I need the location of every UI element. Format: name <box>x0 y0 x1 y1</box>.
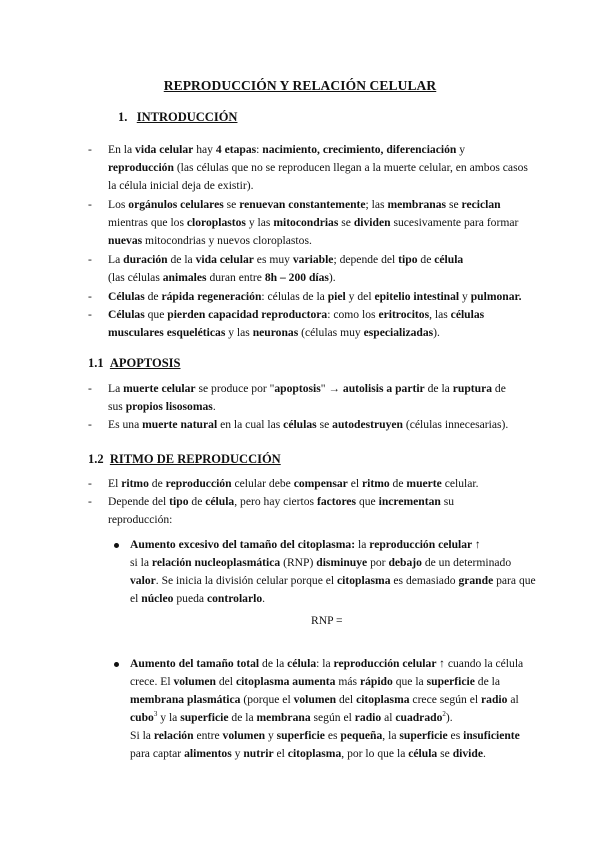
paragraph-line: reproducción (las células que no se reproducen llegan a la muerte celular, en ambos casos <box>108 161 528 174</box>
section-title: APOPTOSIS <box>109 356 181 370</box>
paragraph-line: membrana plasmática (porque el volumen del citoplasma crece según el radio al <box>130 693 519 706</box>
paragraph-line: (las células animales duran entre 8h – 200 días). <box>108 271 336 284</box>
list-dash: - <box>88 253 92 266</box>
paragraph-line: Es una muerte natural en la cual las células se autodestruyen (células innecesarias). <box>108 418 509 431</box>
paragraph-line: Células que pierden capacidad reproductora: como los eritrocitos, las células <box>108 308 485 321</box>
paragraph-line: La muerte celular se produce por "apoptosis" → autolisis a partir de la ruptura de <box>108 382 506 395</box>
paragraph-line: si la relación nucleoplasmática (RNP) disminuye por debajo de un determinado <box>130 556 512 569</box>
paragraph-line: la célula inicial deja de existir). <box>108 179 254 192</box>
document-title: REPRODUCCIÓN Y RELACIÓN CELULAR <box>163 78 437 93</box>
paragraph-line: cubo$^3$ y la superficie de la membrana según el radio al cuadrado$^2$). <box>130 710 453 724</box>
paragraph-line: La duración de la vida celular es muy variable; depende del tipo de célula <box>108 253 464 266</box>
paragraph-line: Aumento excesivo del tamaño del citoplasma: la reproducción celular ↑ <box>130 538 481 551</box>
list-dash: - <box>88 495 92 508</box>
section-heading-introduccion <box>118 110 237 125</box>
list-dash: - <box>88 382 92 395</box>
section-heading-apoptosis <box>88 356 181 371</box>
paragraph-line: valor. Se inicia la división celular porque el citoplasma es demasiado grande para que <box>130 574 536 587</box>
paragraph-line: Células de rápida regeneración: células de la piel y del epitelio intestinal y pulmonar. <box>108 290 522 303</box>
paragraph-line: el núcleo pueda controlarlo. <box>130 592 266 605</box>
paragraph-line: mientras que los cloroplastos y las mitocondrias se dividen sucesivamente para formar <box>108 216 519 229</box>
section-number: 1.2 <box>88 452 104 466</box>
list-dash: - <box>88 308 92 321</box>
list-dash: - <box>88 143 92 156</box>
section-number: 1. <box>118 110 128 124</box>
list-dash: - <box>88 290 92 303</box>
paragraph-line: musculares esqueléticas y las neuronas (células muy especializadas). <box>108 326 440 339</box>
paragraph-line: Los orgánulos celulares se renuevan constantemente; las membranas se reciclan <box>108 198 501 211</box>
paragraph-line: sus propios lisosomas. <box>108 400 216 413</box>
list-dash: - <box>88 198 92 211</box>
paragraph-line: Depende del tipo de célula, pero hay ciertos factores que incrementan su <box>108 495 455 508</box>
section-title: INTRODUCCIÓN <box>136 110 238 124</box>
bullet-dot <box>114 662 119 667</box>
list-dash: - <box>88 418 92 431</box>
list-dash: - <box>88 477 92 490</box>
paragraph-line: Aumento del tamaño total de la célula: la reproducción celular ↑ cuando la célula <box>130 657 524 670</box>
section-number: 1.1 <box>88 356 104 370</box>
bullet-dot <box>114 543 119 548</box>
paragraph-line: El ritmo de reproducción celular debe compensar el ritmo de muerte celular. <box>108 477 479 490</box>
paragraph-line: crece. El volumen del citoplasma aumenta más rápido que la superficie de la <box>130 675 501 688</box>
paragraph-line: reproducción: <box>108 513 173 526</box>
rnp-formula: RNP = <box>311 614 343 627</box>
paragraph-line: Si la relación entre volumen y superficie es pequeña, la superficie es insuficiente <box>130 729 520 742</box>
paragraph-line: En la vida celular hay 4 etapas: nacimiento, crecimiento, diferenciación y <box>108 143 466 156</box>
section-title: RITMO DE REPRODUCCIÓN <box>109 452 281 466</box>
paragraph-line: nuevas mitocondrias y nuevos cloroplastos. <box>108 234 312 247</box>
section-heading-ritmo <box>88 452 281 467</box>
paragraph-line: para captar alimentos y nutrir el citoplasma, por lo que la célula se divide. <box>130 747 486 760</box>
